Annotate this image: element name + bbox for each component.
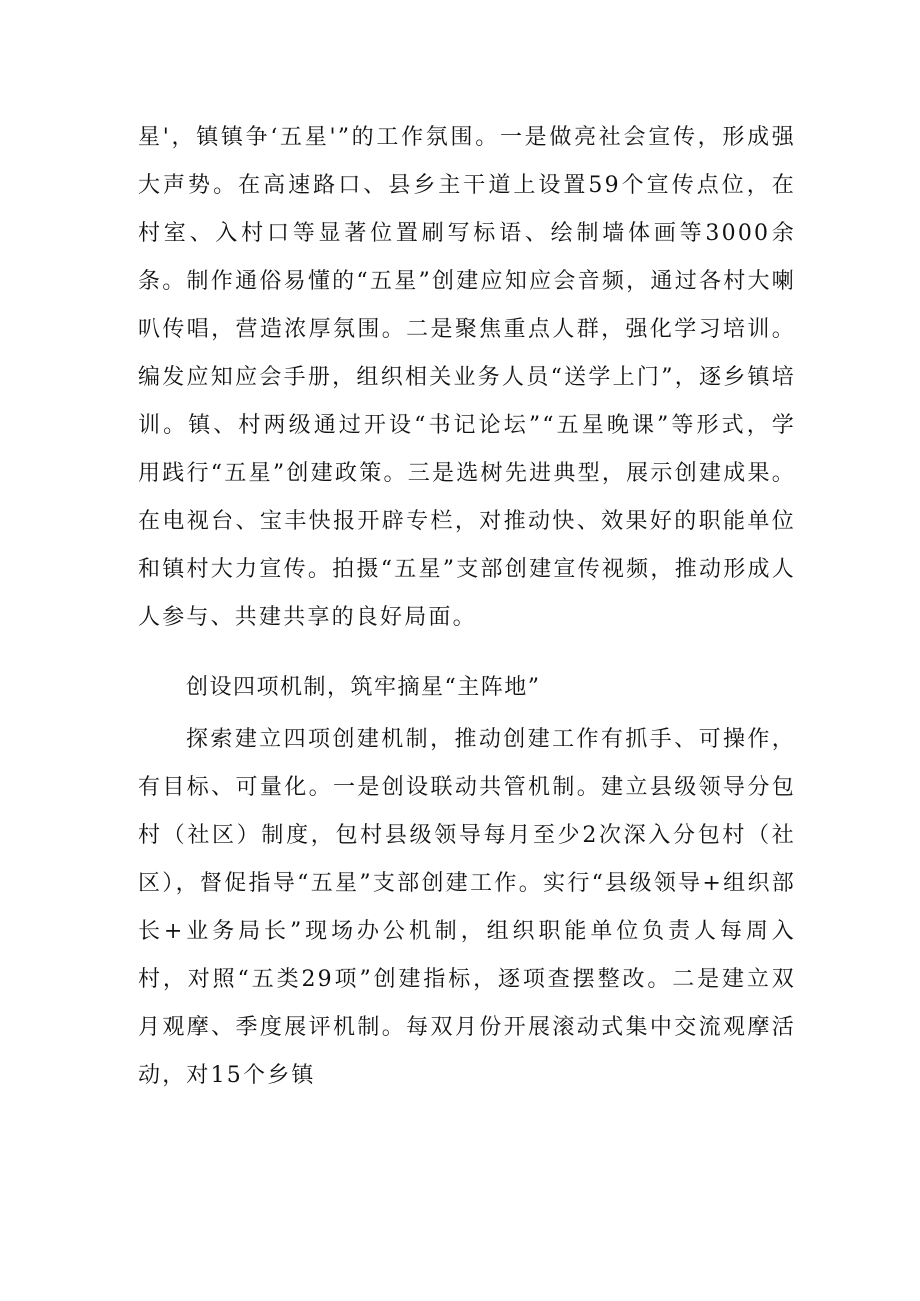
- body-paragraph-2: 探索建立四项创建机制，推动创建工作有抓手、可操作，有目标、可量化。一是创设联动共管机制。建立县级领导分包村（社区）制度，包村县级领导每月至少2次深入分包村（社区），督促指导“五星”支部创建工作。实行“县级领导+组织部长+业务局长”现场办公机制，组织职能单位负责人每周入村，对照“五类29项”创建指标，逐项查摆整改。二是建立双月观摩、季度展评机制。每双月份开展滚动式集中交流观摩活动，对15个乡镇: [138, 727, 796, 1088]
- body-paragraph-1: 星'，镇镇争‘五星'”的工作氛围。一是做亮社会宣传，形成强大声势。在高速路口、县乡主干道上设置59个宣传点位，在村室、入村口等显著位置刷写标语、绘制墙体画等3000余条。制作通俗易懂的“五星”创建应知应会音频，通过各村大喇叭传唱，营造浓厚氛围。二是聚焦重点人群，强化学习培训。编发应知应会手册，组织相关业务人员“送学上门”，逐乡镇培训。镇、村两级通过开设“书记论坛”“五星晚课”等形式，学用践行“五星”创建政策。三是选树先进典型，展示创建成果。在电视台、宝丰快报开辟专栏，对推动快、效果好的职能单位和镇村大力宣传。拍摄“五星”支部创建宣传视频，推动形成人人参与、共建共享的良好局面。: [138, 125, 796, 630]
- section-heading: 创设四项机制，筑牢摘星“主阵地”: [186, 675, 541, 700]
- document-body: [138, 114, 796, 1100]
